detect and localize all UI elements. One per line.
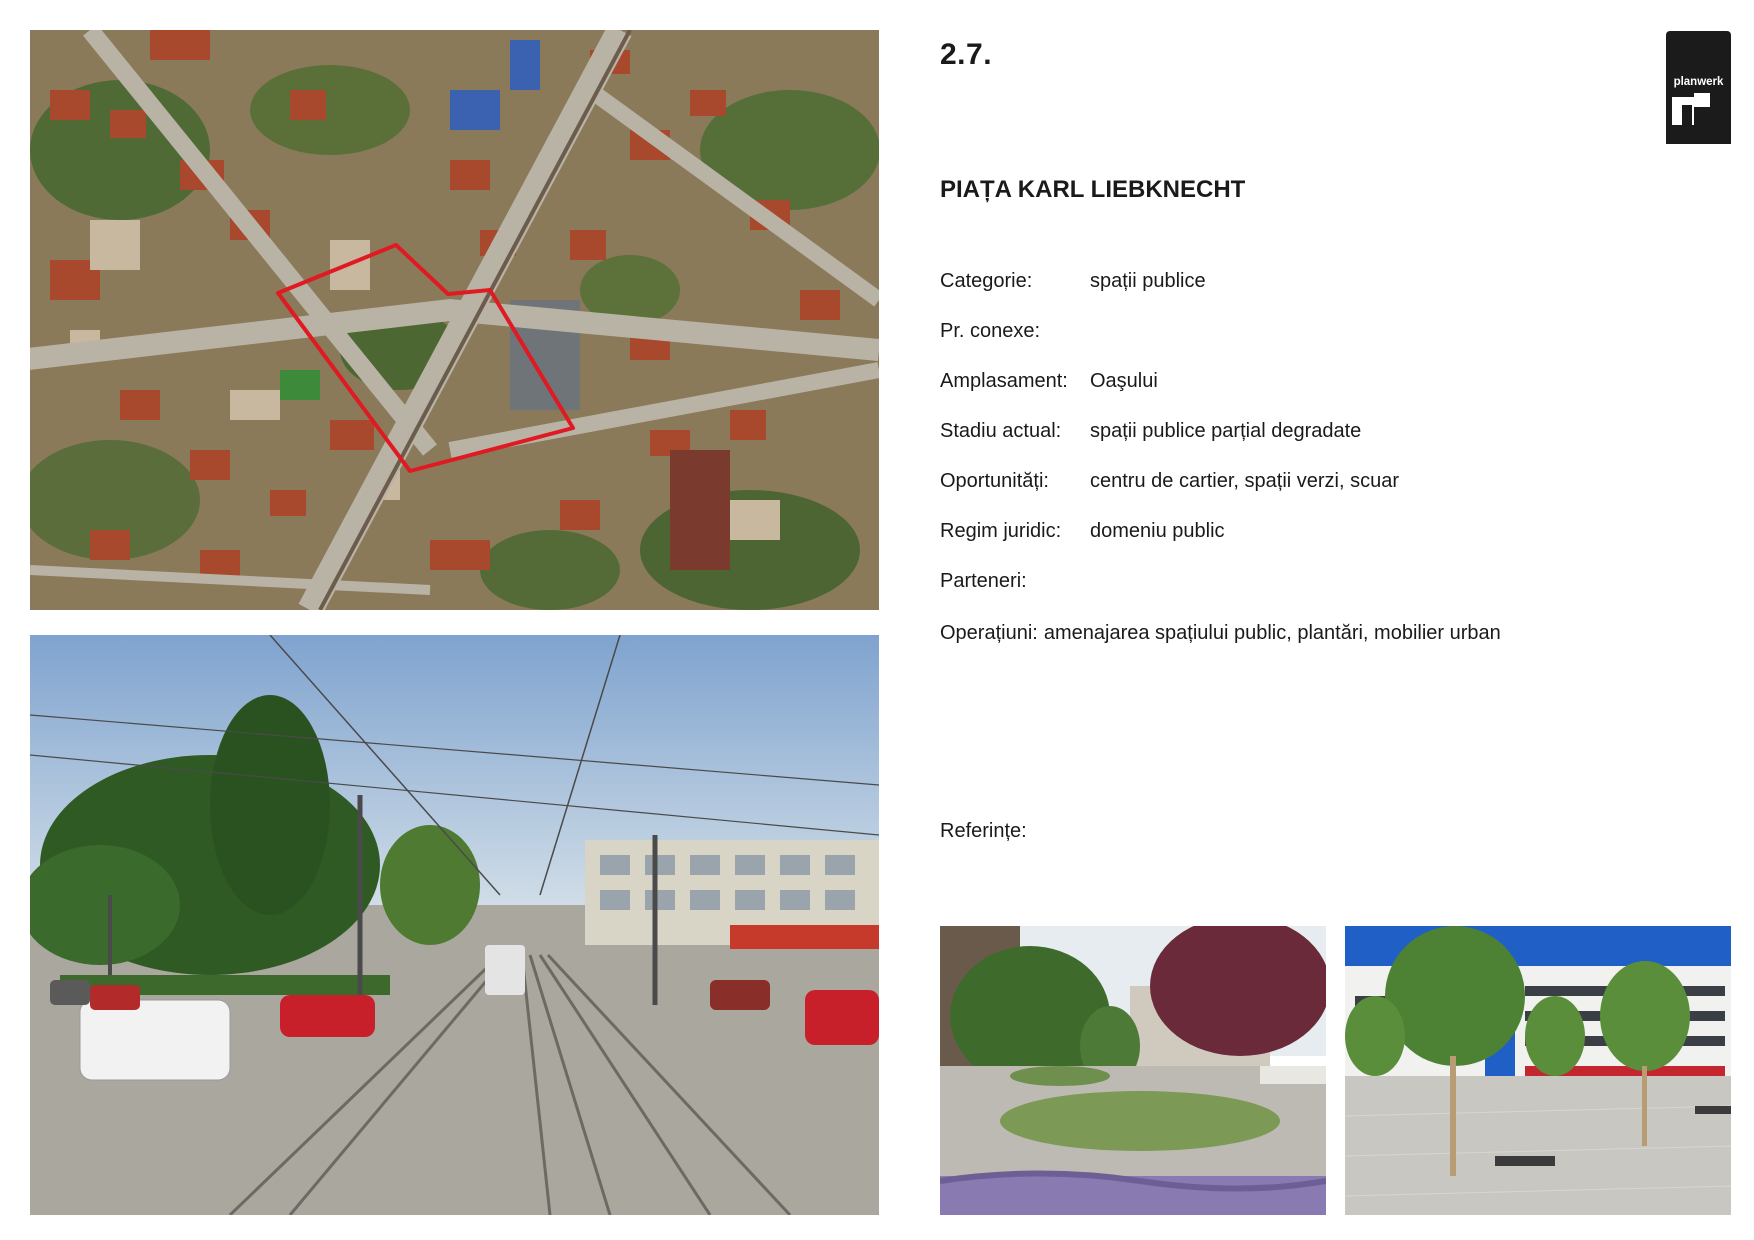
logo-mark-icon [1672,93,1710,125]
detail-row-category [940,270,1720,320]
detail-row-partners [940,570,1720,620]
logo-text: planwerk [1673,76,1724,88]
section-number: 2.7. [940,38,993,71]
references-label: Referințe: [940,820,1027,842]
detail-row-current-state [940,420,1720,470]
detail-value: domeniu public [1090,520,1225,542]
detail-label: Categorie: [940,270,1033,292]
detail-value: Oaşului [1090,370,1158,392]
detail-label: Parteneri: [940,570,1027,592]
detail-row-location [940,370,1720,420]
planwerk-logo [1666,31,1731,144]
detail-label: Regim juridic: [940,520,1062,542]
operations-value: amenajarea spațiului public, plantări, mobilier urban [1043,622,1501,644]
detail-value: spații publice [1090,270,1206,292]
detail-row-related-projects [940,320,1720,370]
reference-photo-2 [1345,926,1731,1215]
operations-row [940,622,1501,645]
aerial-photo [30,30,879,610]
street-view-photo [30,635,879,1215]
details-list [940,270,1720,620]
detail-label: Pr. conexe: [940,320,1041,342]
detail-row-opportunities [940,470,1720,520]
detail-row-legal-status [940,520,1720,570]
detail-label: Stadiu actual: [940,420,1062,442]
detail-label: Oportunități: [940,470,1049,492]
reference-photo-1 [940,926,1326,1215]
detail-value: centru de cartier, spații verzi, scuar [1090,470,1400,492]
detail-label: Amplasament: [940,370,1068,392]
operations-label: Operațiuni: [940,622,1038,644]
page-title: PIAȚA KARL LIEBKNECHT [940,176,1246,203]
detail-value: spații publice parțial degradate [1090,420,1362,442]
